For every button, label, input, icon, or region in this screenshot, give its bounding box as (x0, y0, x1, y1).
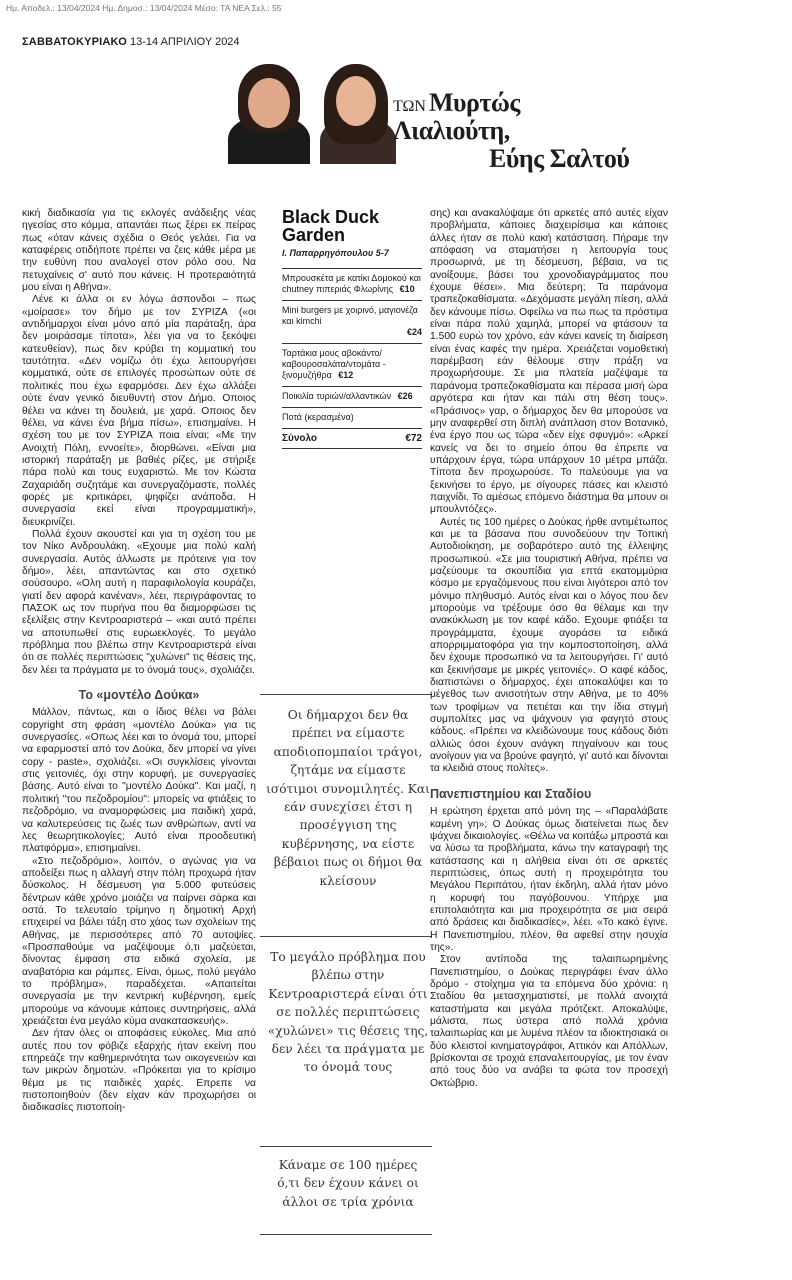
pull-quote-1: Οι δήμαρχοι δεν θα πρέπει να είμαστε αποδιοπομπαίοι τράγοι, ζητάμε να είμαστε ισότιμοι συνομιλητές. Και εάν συνεχίσει έτσι η προσέγγιση της κυβέρνησης, να είστε βέβαιοι πως οι δήμοι θα κλείσουν (266, 708, 430, 888)
author-photo-left (224, 58, 314, 164)
subheading: Το «μοντέλο Δούκα» (78, 688, 200, 703)
restaurant-address: Ι. Παπαρρηγόπουλου 5-7 (282, 248, 389, 258)
paragraph: Λένε κι άλλα οι εν λόγω άσπονδοι – πως «μοίρασε» τον δήμο με τον ΣΥΡΙΖΑ («οι αντιδήμαρχοι είναι μόνο από μία παράταξη, άρα δεν μοιράσαμε τίποτα», λέει για να το ξεκόψει κατευθείαν), πως δεν κρύβει τη κομματική του ταυτότητα. «Δεν νομίζω ότι έχω λειτουργήσει κομματικά, ούτε σε επιλογές προσώπων ούτε σε πολιτικές που έχω εφαρμόσει. Δεν έχω αλλάξει ούτε έναν γενικό διευθυντή στον Δήμο. Οποιος θέλει να κάνει τη δουλειά, με χαρά. Οποιος δεν θέλει, να κάνει ένα βήμα πίσω», επισημαίνει. Η σχέση του με τον ΣΥΡΙΖΑ ποια είναι; «Με την Ανοιχτή Πόλη, εννοείτε», διορθώνει. «Είναι μια ιστορική παράταξη με βαθιές ρίζες, με στήριξε πάρα πολύ και τους ευχαριστώ. Με τον Κώστα Ζαχαριάδη συζητάμε και συνεργαζόμαστε, πολλές φορές με κριτικάρει, ψηφίζει ανάποδα. Η συνεργασία εκεί είναι προγραμματική», διευκρινίζει. (22, 294, 256, 528)
pull-quote-2: Το μεγάλο πρόβλημα που βλέπω στην Κεντροαριστερά είναι ότι σε πολλές περιπτώσεις «χυλώνει» τις θέσεις της, δεν λέει τα πράγματα με το όνομά τους (267, 950, 429, 1075)
paragraph: Δεν ήταν όλες οι αποφάσεις εύκολες. Μια από αυτές που τον φόβιζε εξαρχής ήταν εκείνη που επηρεάζε την καθημερινότητα των οικογενειών και των μικρών δημοτών. «Πρόκειται για το κρίσιμο θέμα με τις παιδικές χαρές. Επρεπε να πιστοποιηθούν (δεν είχαν κάν προχωρήσει οι διαδικασίες πιστοποίη- (22, 1028, 256, 1114)
byline-prefix: ΤΩΝ (393, 98, 426, 115)
paragraph: «Στο πεζοδρόμιο», λοιπόν, ο αγώνας για να αποδείξει πως η αλλαγή στην πόλη προχωρά ήταν δύσκολος. Η δέσμευση για 5.000 φυτεύσεις δέντρων κάθε χρόνο μοιάζει να παίρνει σάρκα και οστά. Το τελευταίο τρίμηνο η δημοτική Αρχή επιχειρεί να βάλει τάξη στο χάος των σχολείων της Αθήνας, με περισσότερες από 70 αυτοψίες. «Προσπαθούμε να μαζέψουμε ό,τι μαζεύεται, δίνοντας έμφαση στα ειδικά σχολεία, με αναβατόρια και ράμπες. Είναι, όμως, πολύ μεγάλο το πρόβλημα», παραδέχεται. «Απαιτείται συνεργασία με την κεντρική κυβέρνηση, εμείς μπορούμε να κάνουμε κάποιες συντηρήσεις, αλλά χρειάζεται ένα μεγάλο κύμα ανακατασκευής». (22, 855, 256, 1027)
author-photo-right (316, 58, 400, 164)
byline-names-line1: Μυρτώς Λιαλιούτη, (393, 88, 520, 145)
bill-item-name: Ποτά (κερασμένα) (282, 412, 354, 422)
quote-divider (260, 1234, 432, 1235)
quote-divider (260, 1146, 432, 1147)
byline-names-line2: Εύης Σαλτού (489, 144, 630, 173)
subheading: Πανεπιστημίου και Σταδίου (430, 786, 592, 801)
bill-item (282, 343, 422, 386)
bill-total-price: €72 (405, 433, 422, 444)
paragraph: σης) και ανακαλύψαμε ότι αρκετές από αυτές είχαν προβλήματα, κάποιες διαχειρίσιμα και κάποιες άλλες ήταν σε πολύ κακή κατάσταση. Πήραμε την απόφαση να σταματήσει η λειτουργία τους προσωρινά, με τη δέσμευση, βέβαια, να τις ανοίξουμε, βάσει του χρονοδιαγράμματος που έχουμε θέσει». Μια δεύτερη; Τα παράνομα τραπεζοκαθίσματα. «Δεχόμαστε μεγάλη πίεση, αλλά δεν κάνουμε πίσω. Οφείλω να πω πως τα πρόστιμα είναι πάρα πολύ χαμηλά, μπορεί να φτάσουν τα 1.500 ευρώ τον χρόνο, εάν κάνει κανείς τη διαίρεση είναι ένας καφές την ημέρα. Χρειάζεται νομοθετική παρέμβαση εάν θέλουμε στην πράξη να προχωρήσουμε. Σε μια πλατεία μαζέψαμε τα παράνομα τραπεζοκαθίσματα και πέρασα μισή ώρα αργότερα και ήταν και πάλι στη θέση τους». «Πράσινος» γαρ, ο δήμαρχος δεν θα μπορούσε να μην αναφερθεί στη διπλή ανάπλαση στον Βοτανικό, ένα έργο που ως τώρα «δεν είχε σφυγμό»: «Αρκεί κανείς να δει το σημείο όπου θα έπρεπε να υπάρχουν έργα, τώρα υπάρχουν 10 μέτρα μπάζα. Τίποτα δεν προχωρούσε. Το παλεύουμε για να ξεκινήσει το έργο, με σίγουρες πάσες και κλειστό παιχνίδι. Το αμέσως επόμενο διάστημα θα μπουν οι μπουλντόζες». (430, 208, 668, 516)
bill-item-name: Ποικιλία τυριών/αλλαντικών (282, 391, 392, 401)
bill-total (282, 428, 422, 449)
bill-item-price: €24 (406, 327, 422, 337)
section-header (22, 36, 240, 48)
bill-item-price: €10 (399, 284, 415, 294)
pull-quote-3: Κάναμε σε 100 ημέρες ό,τι δεν έχουν κάνει οι άλλοι σε τρία χρόνια (277, 1158, 419, 1209)
restaurant-name: Black Duck Garden (282, 207, 380, 245)
bill-item (282, 268, 422, 300)
byline (393, 88, 633, 173)
bill-item (282, 300, 422, 343)
section-name: ΣΑΒΒΑΤΟΚΥΡΙΑΚΟ (22, 36, 127, 48)
article-column-3 (430, 208, 668, 1090)
bill-item-price: €26 (397, 391, 413, 401)
paragraph: Αυτές τις 100 ημέρες ο Δούκας ήρθε αντιμέτωπος και με τα βάσανα που συνοδεύουν την Τοπική Αυτοδιοίκηση, με σοβαρότερο αυτό της έλλειψης προσωπικού. «Σε μια τουριστική Αθήνα, πρέπει να μαζεύουμε τα σκουπίδια για επτά εκατομμύρια κόσμο με εργαζόμενους που είναι λιγότεροι από τον μόνιμο πληθυσμό. Αυτός είναι και ο λόγος που δεν μπορούμε να τρέξουμε όσο θα θέλαμε και την ανακύκλωση με τον καφέ κάδο. Εχουμε φτιάξει τα προγράμματα, έχουμε αγοράσει τα ειδικά απορριμματοφόρα για την κομποστοποίηση, αλλά δεν έχουμε προσωπικό να τα λειτουργήσει. Γι' αυτό και ξεκινήσαμε με μικρές γειτονιές». Ο καφέ κάδος, διαπιστώνει ο δήμαρχος, έχει αποκαλύψει και το μέγεθος των ανισοτήτων στην Αθήνα, με το 40% των τροφίμων να πετιέται και την ίδια στιγμή συμπολίτες μας να ψάχνουν για φαγητό στους κάδους. «Πρέπει να κλειδώνουμε τους κάδους διότι αλλιώς όσοι έχουν ανάγκη πηγαίνουν και τους ανοίγουν για να βρούνε φαγητό, γι' αυτό και δίνονται τα κλειδιά στους πολίτες». (430, 516, 668, 775)
bill-item-price: €12 (338, 370, 354, 380)
bill-item-name: Mini burgers με χοιρινό, μαγιονέζα και kimchi (282, 305, 418, 326)
quote-divider (260, 936, 432, 937)
bill-total-label: Σύνολο (282, 433, 318, 444)
paragraph: Μάλλον, πάντως, και ο ίδιος θέλει να βάλει copyright στη φράση «μοντέλο Δούκα» για τις συνεργασίες. «Οπως λέει και το όνομά του, μπορεί να εφαρμοστεί από τον Δούκα, δεν μπορεί να γίνει copy - paste», σχολιάζει. «Οι συγκλίσεις γίνονται στις γειτονιές, όχι στην κορυφή, με συνεργασίες βάσης. Αυτό είναι το "μοντέλο Δούκα". Και μαζί, η πολιτική "του πεζοδρομίου": μπορείς να φτιάξεις το πεζοδρόμιο, να αναμορφώσεις μια παιδική χαρά, να καλυτερεύσεις τις ζωές των ανθρώπων, αντί να λες θεωρητικολογίες; Αυτό είναι προοδευτική πλατφόρμα», επισημαίνει. (22, 707, 256, 855)
paragraph: Η ερώτηση έρχεται από μόνη της – «Παραλάβατε καμένη γη»; Ο Δούκας όμως διατείνεται πως δεν ψάχνει δικαιολογίες. «Θέλω να κοιτάξω μπροστά και να λύσω τα προβλήματα, κάνω την καταγραφή της κατάστασης και η αλήθεια είναι ότι σε αρκετές περιπτώσεις, όπως αυτή η προχειρότητα του Μεγάλου Περιπάτου, ήταν έκδηλη, αλλά ήταν μόνο η κορυφή του παγόβουνου. Υπήρχε μια επιπολαιότητα και μια προχειρότητα σε μια σειρά από δράσεις και διαδικασίες», λέει. «Το κακό έγινε. Η Πανεπιστημίου, πλέον, θα αφεθεί στην ησυχία της». (430, 806, 668, 953)
paragraph: κική διαδικασία για τις εκλογές ανάδειξης νέας ηγεσίας στο κόμμα, απαντάει πως ξέρει εκ πείρας πως «όταν κάνεις σχέδια ο Θεός γελάει. Για να καταφέρεις οτιδήποτε πρέπει να ζεις κάθε μέρα με την ευθύνη που αναλογεί στον ρόλο σου. Να πετυχαίνεις σ' αυτό που κάνεις. Η προτεραιότητά μου είναι η Αθήνα». (22, 208, 256, 294)
restaurant-bill (282, 208, 422, 449)
bill-item-name: Ταρτάκια μους αβοκάντο/καβουροσαλάτα/ντομάτα - ξινομυζήθρα (282, 348, 386, 380)
article-column-1 (22, 208, 256, 1115)
issue-date: 13-14 ΑΠΡΙΛΙΟΥ 2024 (130, 36, 240, 48)
bill-item (282, 407, 422, 428)
clipping-meta: Ημ. Αποδελ.: 13/04/2024 Ημ. Δημοσ.: 13/04/2024 Μέσο: ΤΑ ΝΕΑ Σελ.: 55 (6, 3, 282, 13)
quote-divider (260, 694, 432, 695)
paragraph: Στον αντίποδα της ταλαιπωρημένης Πανεπιστημίου, ο Δούκας περιγράφει έναν άλλο δρόμο - στοίχημα για τα επόμενα δύο χρόνια: η Σταδίου θα μετασχηματιστεί, με πολλά ανοιχτά καταστήματα και μεγάλα πρότζεκτ. Αποκαλύψε, μάλιστα, πως ύστερα από πολλά χρόνια ταλαιπωρίας και με λυμένα πλέον τα ιδιοκτησιακά οι δύο κλειστοί κινηματογράφοι, Αττικόν και Απόλλων, βρίσκονται σε τροχιά επαναλειτουργίας, με τον έναν από τους δύο να ανάβει τα φώτα τον προσεχή Οκτώβριο. (430, 954, 668, 1089)
paragraph: Πολλά έχουν ακουστεί και για τη σχέση του με τον Νίκο Ανδρουλάκη. «Εχουμε μια πολύ καλή συνεργασία. Αυτός άλλωστε με πρότεινε για τον δήμο», λέει, απαντώντας και στο σχετικό σούσουρο. «Ολη αυτή η παραφιλολογία κουράζει, γιατί δεν αφορά κανέναν», λέει, περιγράφοντας το ΠΑΣΟΚ ως τον πυρήνα που θα διαμορφώσει τις εξελίξεις στην Κεντροαριστερά – «και αυτό πρέπει να αποτυπωθεί στις ευρωεκλογές. Το μεγάλο πρόβλημα που βλέπω στην Κεντροαριστερά είναι ότι σε πολλές περιπτώσεις "χυλώνει" τις θέσεις της, δεν λέει τα πράγματα με το όνομά τους», σχολιάζει. (22, 528, 256, 676)
bill-item (282, 386, 422, 407)
bill-item-name: Μπρουσκέτα με κατίκι Δομοκού και chutney πιπεριάς Φλωρίνης (282, 273, 421, 294)
